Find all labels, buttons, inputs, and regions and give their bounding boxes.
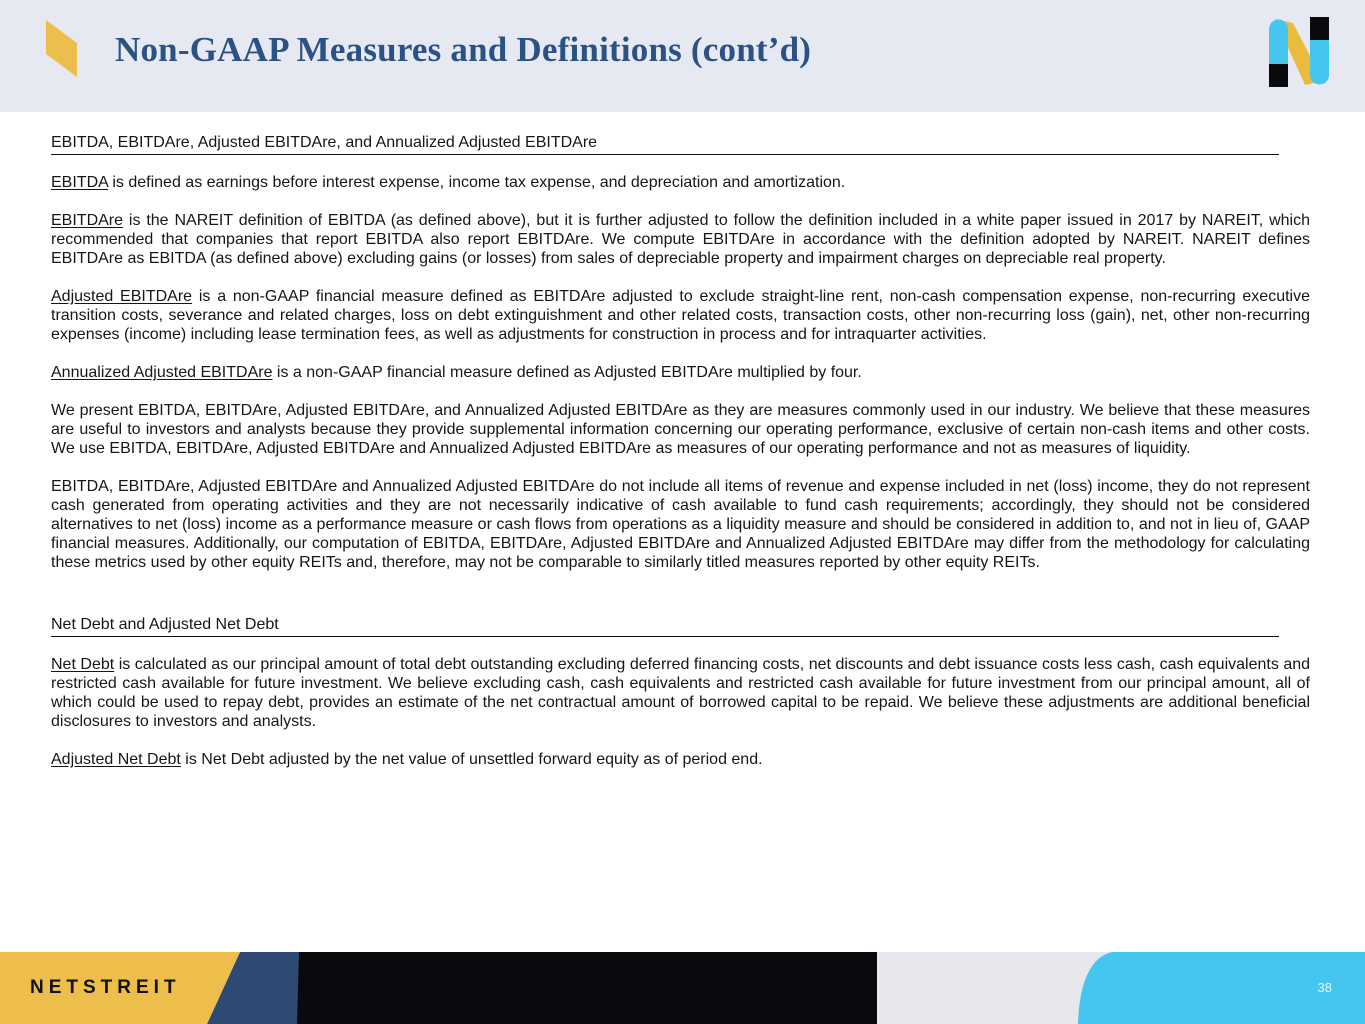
paragraph-text: is defined as earnings before interest expense, income tax expense, and depreciation and amortization. — [107, 174, 846, 191]
paragraph-text: is Net Debt adjusted by the net value of unsettled forward equity as of period end. — [180, 751, 763, 768]
footer-black-band — [297, 952, 877, 1024]
paragraph-text: is the NAREIT definition of EBITDA (as defined above), but it is further adjusted to follow the definition included in a white paper issued in 2017 by NAREIT, which recommended that companies that report EBITDA also report EBITDAre. We compute EBITDAre in accordance with the definition adopted by NAREIT. NAREIT defines EBITDAre as EBITDA (as defined above) excluding gains (or losses) from sales of depreciable property and impairment charges on depreciable real property. — [51, 212, 1310, 267]
term-ebitda: EBITDA — [51, 174, 108, 191]
page-number: 38 — [1317, 980, 1332, 995]
term-adjusted-ebitdare: Adjusted EBITDAre — [51, 288, 193, 305]
section-heading-net-debt: Net Debt and Adjusted Net Debt — [51, 615, 1279, 637]
paragraph-net-debt — [51, 655, 1310, 731]
term-ebitdare: EBITDAre — [51, 212, 124, 229]
slide-body — [51, 112, 1310, 788]
paragraph-annualized-adjusted-ebitdare — [51, 363, 1310, 382]
paragraph-ebitdare — [51, 211, 1310, 268]
paragraph-ebitda — [51, 173, 1310, 192]
section-heading-ebitda: EBITDA, EBITDAre, Adjusted EBITDAre, and Annualized Adjusted EBITDAre — [51, 133, 1279, 155]
paragraph-text: We present EBITDA, EBITDAre, Adjusted EBITDAre, and Annualized Adjusted EBITDAre as they are measures commonly used in our industry. We believe that these measures are useful to investors and analysts because they provide supplemental information concerning our operating performance, exclusive of certain non-cash items and other costs. We use EBITDA, EBITDAre, Adjusted EBITDAre and Annualized Adjusted EBITDAre as measures of our operating performance and not as measures of liquidity. — [51, 402, 1310, 457]
paragraph-text: EBITDA, EBITDAre, Adjusted EBITDAre and Annualized Adjusted EBITDAre do not include all items of revenue and expense included in net (loss) income, they do not represent cash generated from operating activities and they are not necessarily indicative of cash available to fund cash requirements; accordingly, they should not be considered alternatives to net (loss) income as a performance measure or cash flows from operations as a liquidity measure and should be considered in addition to, and not in lieu of, GAAP financial measures. Additionally, our computation of EBITDA, EBITDAre, Adjusted EBITDAre and Annualized Adjusted EBITDAre may differ from the methodology for calculating these metrics used by other equity REITs and, therefore, may not be comparable to similarly titled measures reported by other equity REITs. — [51, 478, 1310, 571]
paragraph-adjusted-ebitdare — [51, 287, 1310, 344]
slide-header — [0, 0, 1365, 112]
paragraph-disclaimer — [51, 477, 1310, 572]
term-adjusted-net-debt: Adjusted Net Debt — [51, 751, 181, 768]
paragraph-text: is a non-GAAP financial measure defined as Adjusted EBITDAre multiplied by four. — [272, 364, 862, 381]
footer-ribbon — [0, 952, 1365, 1024]
paragraph-text: is a non-GAAP financial measure defined as EBITDAre adjusted to exclude straight-line rent, non-cash compensation expense, non-recurring executive transition costs, severance and related charges, loss on debt extinguishment and other related costs, transaction costs, other non-recurring loss (gain), net, other non-recurring expenses (income) including lease termination fees, as well as adjustments for construction in process and for intraquarter activities. — [51, 288, 1310, 343]
paragraph-text: is calculated as our principal amount of total debt outstanding excluding deferred financing costs, net discounts and debt issuance costs less cash, cash equivalents and restricted cash available for future investment. We believe excluding cash, cash equivalents and restricted cash available for future investment from our principal amount, all of which could be used to repay debt, provides an estimate of the net contractual amount of borrowed capital to be repaid. We believe these adjustments are additional beneficial disclosures to investors and analysts. — [51, 656, 1311, 730]
page-title: Non-GAAP Measures and Definitions (cont’d) — [115, 30, 812, 69]
slide-footer — [0, 952, 1365, 1024]
paragraph-adjusted-net-debt — [51, 750, 1310, 769]
accent-parallelogram-icon — [46, 20, 78, 78]
netstreit-logo-icon — [1267, 17, 1331, 87]
paragraph-we-present — [51, 401, 1310, 458]
footer-brand-wordmark: NETSTREIT — [30, 977, 181, 998]
term-net-debt: Net Debt — [51, 656, 115, 673]
term-annualized-adjusted-ebitdare: Annualized Adjusted EBITDAre — [51, 364, 273, 381]
